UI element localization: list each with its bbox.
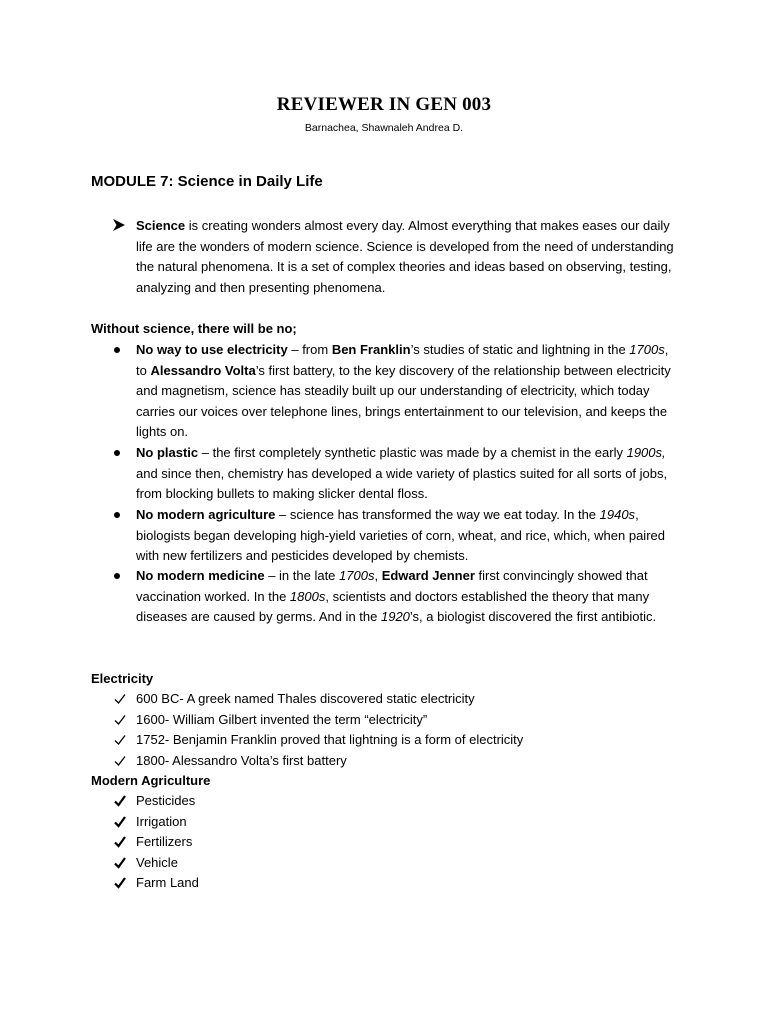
author-name: Barnachea, Shawnaleh Andrea D.	[304, 122, 464, 134]
bullet-text-run: 1800s	[289, 588, 326, 604]
bullet-text-run: 1920	[380, 609, 410, 625]
checkmark-icon	[114, 689, 136, 710]
bullet-text-run: No plastic	[136, 445, 199, 460]
checkmark-icon	[114, 710, 136, 731]
bullet-text-run: first convincingly showed that vaccination worked. In the	[136, 568, 648, 604]
checkmark-icon	[114, 832, 136, 853]
bullet-text-run: 1940s	[599, 507, 636, 522]
agriculture-list-item	[114, 812, 187, 833]
bullet-dot	[114, 573, 120, 579]
without-science-heading: Without science, there will be no;	[91, 321, 297, 336]
checkmark-icon	[114, 730, 136, 751]
bullet-text-run: Alessandro Volta	[150, 362, 256, 378]
electricity-list-item	[114, 689, 475, 710]
bullet-text-run: 1700s	[339, 568, 375, 583]
bullet-dot	[114, 450, 120, 456]
bullet-text-run: 1700s	[629, 342, 665, 357]
bullet-text-run: , scientists and doctors established the theory that many diseases are caused by germs. And in the	[136, 588, 650, 625]
bullet-item-medicine	[136, 566, 676, 628]
electricity-item-text: 1600- William Gilbert invented the term “electricity”	[136, 712, 428, 727]
bullet-text-run: ’s, a biologist discovered the first antibiotic.	[409, 609, 657, 625]
agriculture-item-text: Vehicle	[136, 855, 178, 870]
arrow-bullet-icon	[112, 218, 128, 234]
checkmark-icon	[114, 853, 136, 874]
science-term: Science	[136, 218, 186, 233]
electricity-heading: Electricity	[91, 671, 154, 686]
agriculture-item-text: Pesticides	[136, 793, 196, 808]
bullet-text-run: ’s first battery, to the key discovery of the relationship between electricity and magnetism, science has steadily built up our understanding of electricity, which today carries our voices over telephone lines, brings entertainment to our television, and keeps the lights on.	[136, 362, 671, 440]
bullet-item-plastic	[136, 443, 676, 505]
bullet-text-run: – science has transformed the way we eat today. In the	[275, 507, 600, 522]
checkmark-icon	[114, 751, 136, 772]
bullet-dot	[114, 347, 120, 353]
agriculture-list-item	[114, 791, 195, 812]
checkmark-icon	[114, 812, 136, 833]
bullet-text-run: No way to use electricity	[136, 342, 288, 357]
agriculture-list-item	[114, 832, 192, 853]
bullet-text-run: and since then, chemistry has developed a wide variety of plastics suited for all sorts of jobs, from blocking bullets to making slicker dental floss.	[136, 465, 668, 502]
agriculture-list-item	[114, 853, 178, 874]
checkmark-icon	[114, 791, 136, 812]
electricity-list-item	[114, 710, 427, 731]
bullet-text-run: – in the late	[264, 568, 340, 583]
modern-agriculture-heading: Modern Agriculture	[91, 773, 211, 788]
science-text: is creating wonders almost every day. Almost everything that makes eases our daily life are the wonders of modern science. Science is developed from the need of understanding the natural phenomena. It is a set of complex theories and ideas based on observing, testing, analyzing and then presenting phenomena.	[136, 218, 674, 295]
checkmark-icon	[114, 873, 136, 894]
bullet-text-run: Edward Jenner	[381, 568, 475, 583]
agriculture-list-item	[114, 873, 199, 894]
bullet-text-run: – the first completely synthetic plastic was made by a chemist in the early	[198, 445, 627, 460]
bullet-item-agriculture	[136, 505, 676, 567]
bullet-item-electricity	[136, 340, 676, 443]
module-heading: MODULE 7: Science in Daily Life	[91, 173, 323, 190]
agriculture-item-text: Irrigation	[136, 814, 187, 829]
electricity-list-item	[114, 730, 523, 751]
science-paragraph	[136, 216, 676, 298]
bullet-text-run: Ben Franklin	[331, 342, 411, 357]
agriculture-item-text: Farm Land	[136, 875, 199, 890]
electricity-item-text: 1752- Benjamin Franklin proved that lightning is a form of electricity	[136, 732, 524, 747]
electricity-item-text: 600 BC- A greek named Thales discovered static electricity	[136, 691, 475, 706]
agriculture-item-text: Fertilizers	[136, 834, 193, 849]
electricity-item-text: 1800- Alessandro Volta’s first battery	[136, 753, 347, 768]
bullet-text-run: , to	[136, 342, 669, 378]
bullet-text-run: , biologists began developing high-yield varieties of corn, wheat, and rice, which, when paired with new fertilizers and pesticides developed by chemists.	[136, 507, 665, 564]
bullet-dot	[114, 512, 120, 518]
bullet-text-run: No modern medicine	[136, 568, 265, 583]
bullet-text-run: 1900s,	[626, 445, 666, 460]
electricity-list-item	[114, 751, 347, 772]
bullet-text-run: No modern agriculture	[136, 507, 276, 522]
bullet-text-run: – from	[287, 342, 332, 357]
bullet-text-run: ,	[374, 568, 382, 583]
bullet-text-run: ’s studies of static and lightning in the	[410, 342, 630, 357]
document-title: REVIEWER IN GEN 003	[276, 94, 492, 115]
